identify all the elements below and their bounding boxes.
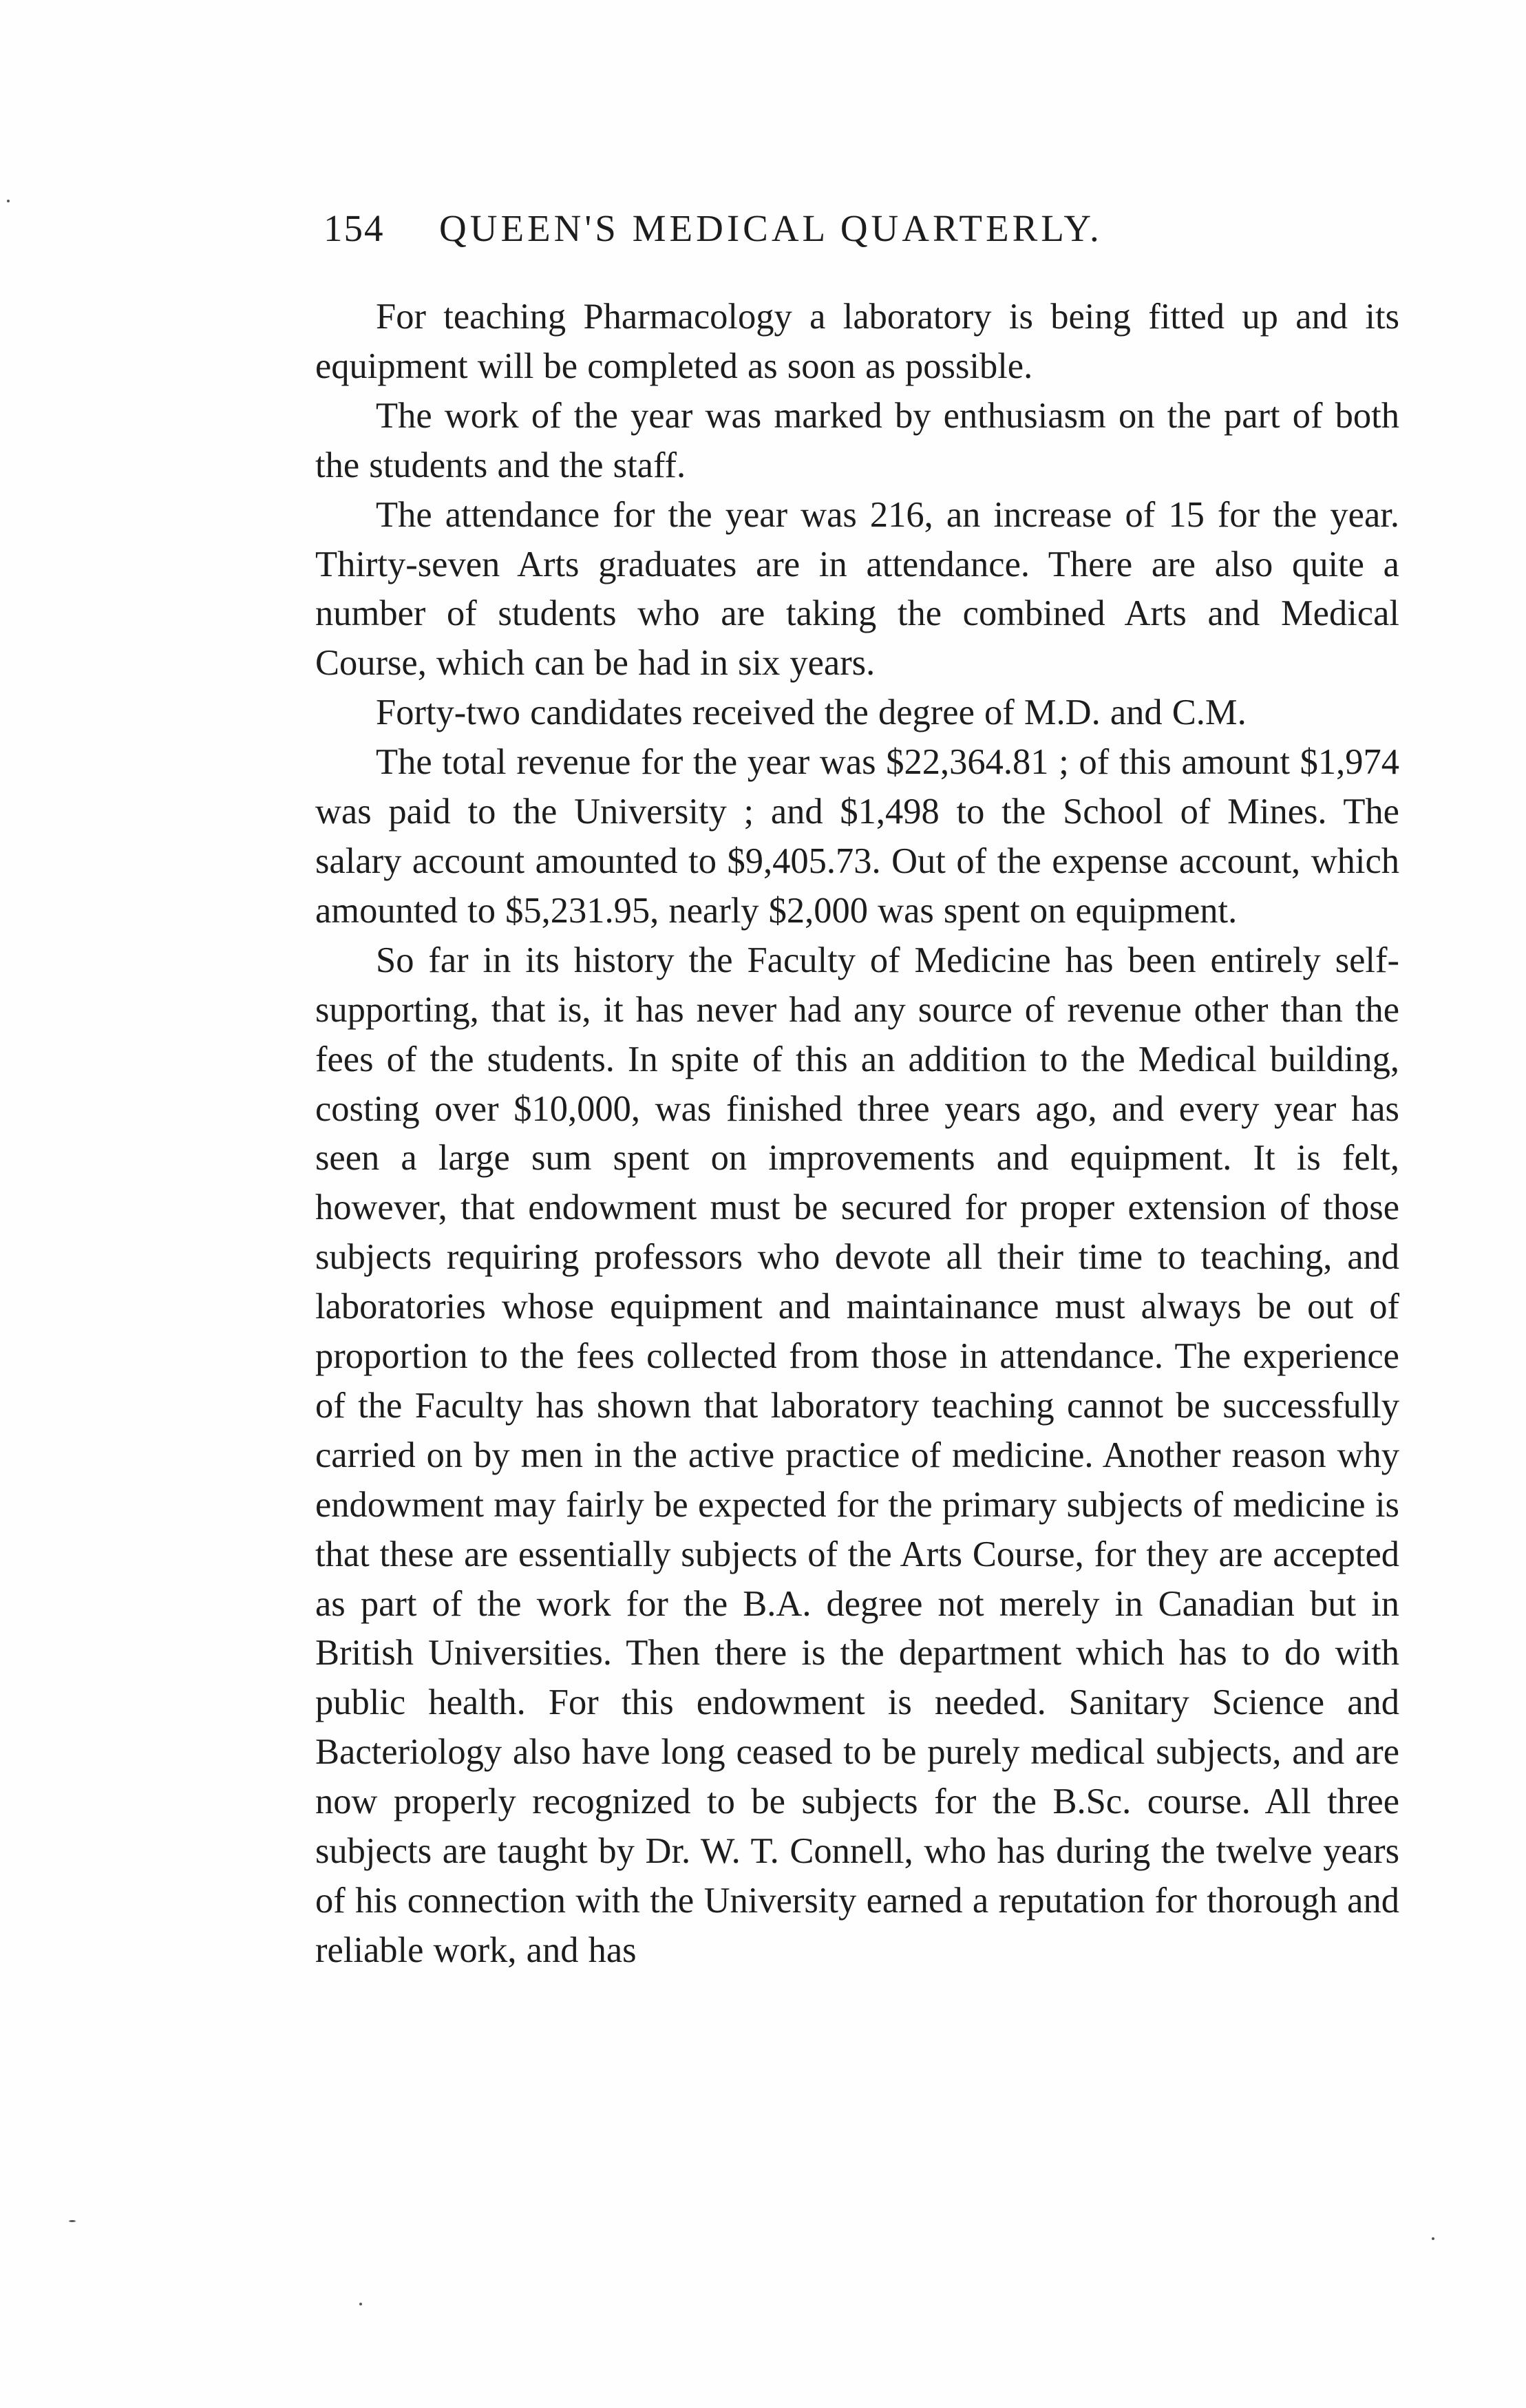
paragraph-attendance: The attendance for the year was 216, an increase of 15 for the year. Thirty-seven Arts graduates are in attendance. There are also quite a number of students who are taking the combined Arts and Medical Course, which can be had in six years.	[315, 494, 1399, 684]
scan-speck	[1432, 2237, 1434, 2240]
paragraph-endowment: So far in its history the Faculty of Medicine has been entirely self-supporting, that is, it has never had any source of revenue other than the fees of the students. In spite of this an addition to the Medical building, costing over $10,000, was finished three years ago, and every year has seen a large sum spent on improvements and equipment. It is felt, however, that endowment must be secured for proper extension of those subjects requiring professors who devote all their time to teaching, and laboratories whose equipment and maintainance must always be out of proportion to the fees collected from those in attendance. The experience of the Faculty has shown that laboratory teaching cannot be successfully carried on by men in the active practice of medicine. Another reason why endowment may fairly be expected for the primary subjects of medicine is that these are essentially subjects of the Arts Course, for they are accepted as part of the work for the B.A. degree not merely in Canadian but in British Universities. Then there is the department which has to do with public health. For this endowment is needed. Sanitary Science and Bacteriology also have long ceased to be purely medical subjects, and are now properly recognized to be subjects for the B.Sc. course. All three subjects are taught by Dr. W. T. Connell, who has during the twelve years of his connection with the University earned a reputation for thorough and reliable work, and has	[315, 940, 1399, 1970]
scan-speck	[69, 2220, 76, 2222]
scan-speck	[359, 2303, 362, 2305]
paragraph-degrees: Forty-two candidates received the degree of M.D. and C.M.	[376, 693, 1247, 733]
page-number: 154	[324, 207, 385, 249]
running-title: QUEEN'S MEDICAL QUARTERLY.	[439, 207, 1103, 249]
page-header	[324, 201, 1239, 256]
paragraph-pharmacology: For teaching Pharmacology a laboratory is being fitted up and its equipment will be completed as soon as possible.	[315, 297, 1399, 386]
paragraph-work-of-year: The work of the year was marked by enthusiasm on the part of both the students and the staff.	[315, 395, 1399, 485]
body-text	[315, 293, 1399, 1976]
paragraph-revenue: The total revenue for the year was $22,364.81 ; of this amount $1,974 was paid to the University ; and $1,498 to the School of Mines. The salary account amounted to $9,405.73. Out of the expense account, which amounted to $5,231.95, nearly $2,000 was spent on equipment.	[315, 742, 1399, 931]
scan-speck	[7, 200, 10, 202]
